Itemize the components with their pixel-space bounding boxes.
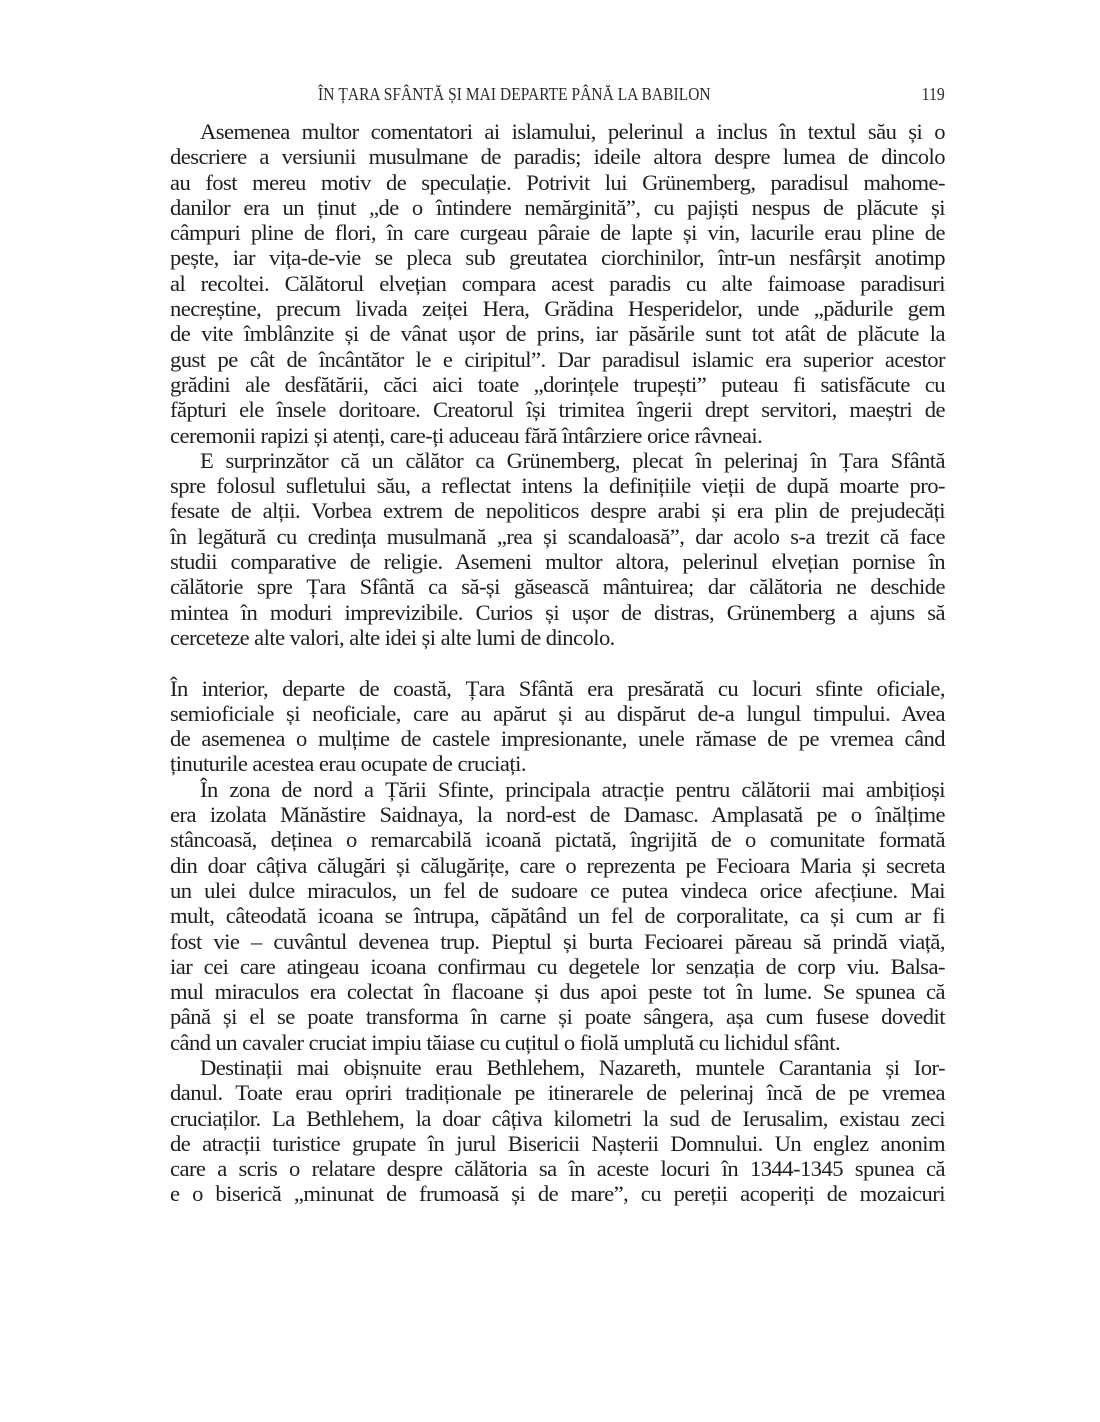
text-line (170, 903, 945, 928)
text-line (170, 549, 945, 574)
text-line-content: de asemenea o mulțime de castele impresionante, unele rămase de pe vremea când (170, 726, 945, 752)
text-line (170, 119, 945, 144)
text-line (170, 751, 945, 776)
text-line (170, 929, 945, 954)
text-line (170, 1131, 945, 1156)
text-line (170, 170, 945, 195)
text-line (170, 347, 945, 372)
text-line (170, 473, 945, 498)
text-line-content: în legătură cu credința musulmană „rea și scandaloasă”, dar acolo s-a trezit că face (170, 523, 945, 549)
text-line (170, 600, 945, 625)
text-line-content: danul. Toate erau opriri tradiționale pe itinerarele de pelerinaj încă de pe vremea (170, 1080, 945, 1106)
text-line (170, 726, 945, 751)
text-line (170, 245, 945, 270)
text-line (170, 1004, 945, 1029)
text-line-content: În zona de nord a Țării Sfinte, principala atracție pentru călătorii mai ambițioși (200, 776, 945, 802)
paragraph (170, 676, 945, 777)
text-line-content: au fost mereu motiv de speculație. Potrivit lui Grünemberg, paradisul mahome- (170, 169, 945, 195)
paragraph (170, 777, 945, 1055)
text-line (170, 296, 945, 321)
text-line-content: ceremonii rapizi și atenți, care-ți aduceau fără întârziere orice râvneai. (170, 422, 763, 448)
text-line (170, 574, 945, 599)
text-line-content: câmpuri pline de flori, în care curgeau pâraie de lapte și vin, lacurile erau pline de (170, 220, 945, 246)
text-line-content: stâncoasă, deținea o remarcabilă icoană pictată, îngrijită de o comunitate formată (170, 827, 945, 853)
text-line (170, 1080, 945, 1105)
text-line-content: pește, iar vița-de-vie se pleca sub greutatea ciorchinilor, într-un nesfârșit anotimp (170, 245, 945, 271)
text-line (170, 524, 945, 549)
text-line (170, 271, 945, 296)
text-line-content: iar cei care atingeau icoana confirmau cu degetele lor senzația de corp viu. Balsa- (170, 953, 945, 979)
text-line (170, 1181, 945, 1206)
page-number: 119 (921, 84, 945, 104)
text-line-content: danilor era un ținut „de o întindere nemărginită”, cu pajiști nespus de plăcute și (170, 194, 945, 220)
text-line-content: făpturi ele însele doritoare. Creatorul își trimitea îngerii drept servitori, maeștri de (170, 397, 945, 423)
text-line-content: din doar câțiva călugări și călugărițe, care o reprezenta pe Fecioara Maria și secreta (170, 852, 945, 878)
text-line-content: Asemenea multor comentatori ai islamului, pelerinul a inclus în textul său și o (200, 119, 945, 144)
text-line-content: cruciaților. La Bethlehem, la doar câțiva kilometri la sud de Ierusalim, existau zeci (170, 1105, 945, 1131)
text-line (170, 195, 945, 220)
text-line-content: de atracții turistice grupate în jurul Bisericii Nașterii Domnului. Un englez anonim (170, 1130, 945, 1156)
text-line-content: descriere a versiunii musulmane de paradis; ideile altora despre lumea de dincolo (170, 144, 945, 170)
text-line-content: al recoltei. Călătorul elvețian compara acest paradis cu alte faimoase paradisuri (170, 270, 945, 296)
text-line-content: de vite îmblânzite și de vânat ușor de prins, iar păsările sunt tot atât de plăcute la (170, 321, 945, 347)
text-line-content: E surprinzător că un călător ca Grünemberg, plecat în pelerinaj în Țara Sfântă (200, 447, 945, 473)
running-head (170, 84, 945, 110)
text-line (170, 1106, 945, 1131)
text-line (170, 979, 945, 1004)
text-line-content: În interior, departe de coastă, Țara Sfântă era presărată cu locuri sfinte oficiale, (170, 675, 945, 701)
paragraph (170, 119, 945, 448)
text-line (170, 448, 945, 473)
text-line-content: fesate de alții. Vorbea extrem de nepoliticos despre arabi și era plin de prejudecăți (170, 498, 945, 524)
text-line-content: mult, câteodată icoana se întrupa, căpătând un fel de corporalitate, ca și cum ar fi (170, 903, 945, 929)
text-line (170, 878, 945, 903)
body-text (170, 119, 945, 1207)
text-line-content: ținuturile acestea erau ocupate de cruciați. (170, 751, 526, 777)
text-line (170, 321, 945, 346)
text-line (170, 220, 945, 245)
text-line-content: când un cavaler cruciat impiu tăiase cu cuțitul o fiolă umplută cu lichidul sfânt. (170, 1029, 841, 1055)
paragraph (170, 448, 945, 650)
text-line-content: cerceteze alte valori, alte idei și alte lumi de dincolo. (170, 624, 615, 650)
text-line-content: spre folosul sufletului său, a reflectat intens la definițiile vieții de după moarte pro- (170, 473, 945, 499)
text-line-content: mintea în moduri imprevizibile. Curios și ușor de distras, Grünemberg a ajuns să (170, 599, 945, 625)
text-line-content: studii comparative de religie. Asemeni multor altora, pelerinul elvețian pornise în (170, 549, 945, 575)
section-break (170, 650, 945, 675)
text-line (170, 372, 945, 397)
text-line-content: care a scris o relatare despre călătoria sa în aceste locuri în 1344-1345 spunea că (170, 1156, 945, 1182)
text-line-content: grădini ale desfătării, căci aici toate „dorințele trupești” puteau fi satisfăcute cu (170, 371, 945, 397)
text-line (170, 827, 945, 852)
text-line (170, 676, 945, 701)
paragraph (170, 1055, 945, 1207)
text-line-content: e o biserică „minunat de frumoasă și de mare”, cu pereții acoperiți de mozaicuri (170, 1181, 945, 1207)
text-line (170, 954, 945, 979)
text-line (170, 802, 945, 827)
text-line-content: era izolata Mănăstire Saidnaya, la nord-est de Damasc. Amplasată pe o înălțime (170, 802, 945, 828)
text-line-content: călătorie spre Țara Sfântă ca să-și găsească mântuirea; dar călătoria ne deschide (170, 574, 945, 600)
text-line-content: semioficiale și neoficiale, care au apărut și au dispărut de-a lungul timpului. Avea (170, 700, 945, 726)
text-line-content: un ulei dulce miraculos, un fel de sudoare ce putea vindeca orice afecțiune. Mai (170, 877, 945, 903)
text-line (170, 853, 945, 878)
text-line-content: necreștine, precum livada zeiței Hera, Grădina Hesperidelor, unde „pădurile gem (170, 296, 945, 322)
text-line (170, 1030, 945, 1055)
text-line-content: Destinații mai obișnuite erau Bethlehem, Nazareth, muntele Carantania și Ior- (200, 1054, 945, 1080)
text-line (170, 625, 945, 650)
text-line (170, 397, 945, 422)
text-line-content: mul miraculos era colectat în flacoane și dus apoi peste tot în lume. Se spunea că (170, 979, 945, 1005)
text-line (170, 701, 945, 726)
running-title: ÎN ȚARA SFÂNTĂ ȘI MAI DEPARTE PÂNĂ LA BABILON (318, 84, 711, 104)
text-line (170, 144, 945, 169)
text-line (170, 498, 945, 523)
text-line (170, 777, 945, 802)
text-line-content: gust pe cât de încântător le e ciripitul”. Dar paradisul islamic era superior acestor (170, 346, 945, 372)
text-line (170, 1055, 945, 1080)
text-line-content: până și el se poate transforma în carne și poate sângera, așa cum fusese dovedit (170, 1004, 945, 1030)
text-line (170, 423, 945, 448)
text-line (170, 1156, 945, 1181)
text-line-content: fost vie – cuvântul devenea trup. Pieptul și burta Fecioarei păreau să prindă viață, (170, 928, 945, 954)
